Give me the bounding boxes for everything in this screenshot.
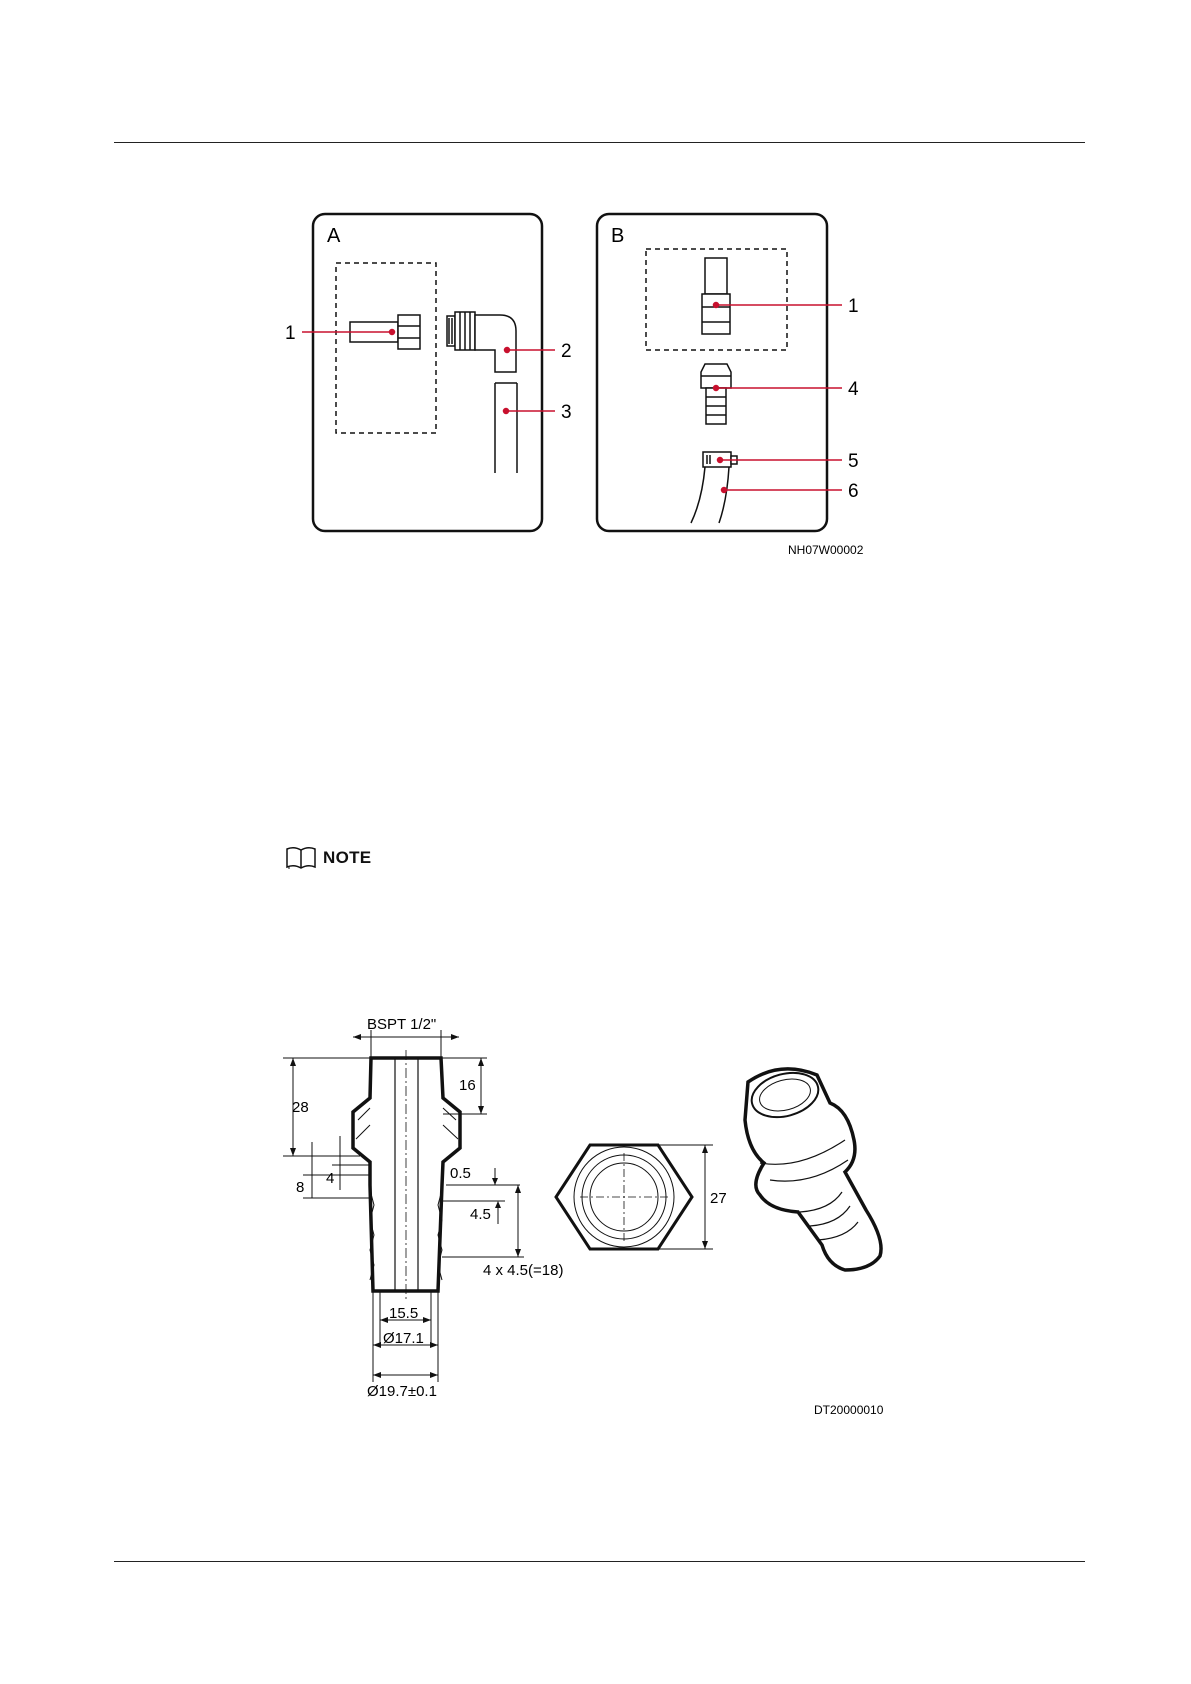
dim-dia-19-7: Ø19.7±0.1 [367,1383,437,1400]
callout-1b: 1 [848,296,859,317]
barb-isometric-view [745,1066,881,1270]
pipe-connection-figure [0,0,1191,580]
dim-4: 4 [326,1170,335,1187]
dim-15-5: 15.5 [389,1305,419,1322]
callout-1a: 1 [285,323,296,344]
callout-2: 2 [561,341,572,362]
callout-4: 4 [848,379,859,400]
note-heading [285,846,371,870]
dim-28: 28 [292,1099,309,1116]
figure-code-bottom: DT20000010 [814,1403,884,1417]
dim-dia-17-1: Ø17.1 [383,1330,424,1347]
dim-16: 16 [459,1077,476,1094]
panel-b-label: B [611,225,625,247]
book-icon [285,846,317,870]
part-1-fitting-b [702,258,730,334]
part-2-elbow [447,312,516,372]
callout-5: 5 [848,451,859,472]
hose-barb-dimension-drawing [0,990,1191,1450]
note-label: NOTE [323,848,372,867]
part-4-hose-barb [701,364,731,424]
panel-a-dashed-box [336,263,436,433]
dim-4-5: 4.5 [470,1206,491,1223]
dim-4x4-5: 4 x 4.5(=18) [483,1262,564,1279]
dim-0-5: 0.5 [450,1165,471,1182]
part-6-hose [691,467,729,523]
figure-code-top: NH07W00002 [788,543,864,557]
panel-a-label: A [327,225,341,247]
part-3-pipe [495,383,517,473]
hex-end-view [556,1145,692,1249]
callout-3: 3 [561,402,572,423]
dim-8: 8 [296,1179,305,1196]
dim-bspt: BSPT 1/2" [367,1016,437,1033]
callout-6: 6 [848,481,859,502]
dim-27: 27 [710,1190,727,1207]
footer-rule [114,1561,1085,1562]
